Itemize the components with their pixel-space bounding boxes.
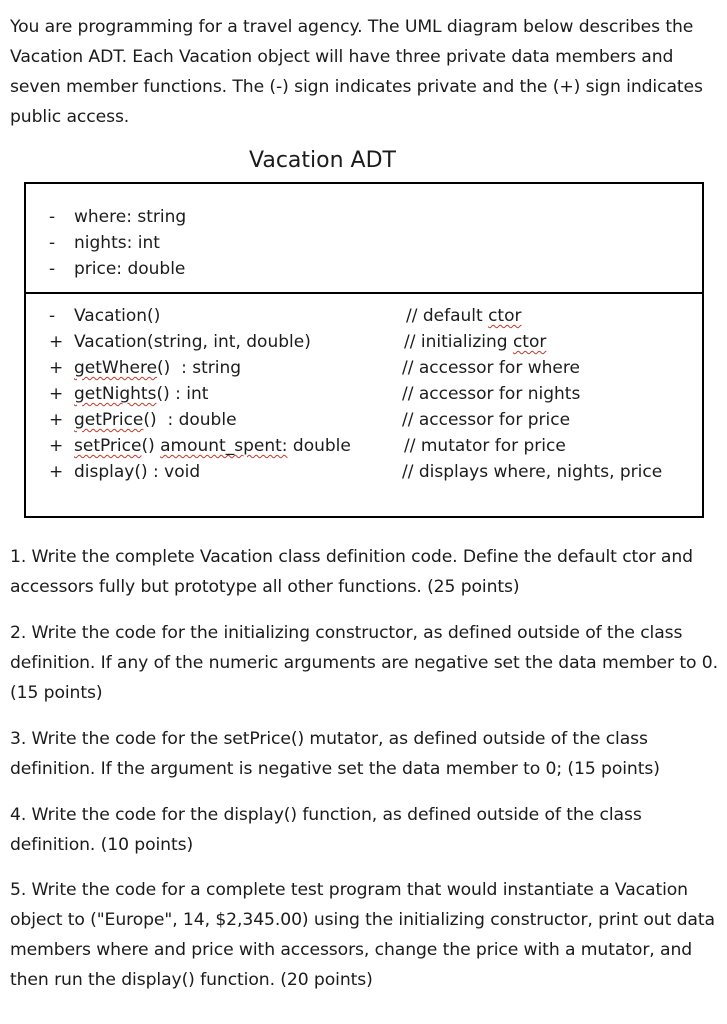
question-3: 3. Write the code for the setPrice() mutator, as defined outside of the class definition. If the argument is negative set the data member to 0; (15 points) (10, 729, 660, 779)
visibility-sign: - (49, 207, 56, 227)
method-comment: // mutator for price (404, 436, 566, 456)
method-comment: // displays where, nights, price (402, 462, 663, 482)
uml-title: Vacation ADT (249, 148, 396, 173)
method-comment: // initializing ctor (404, 332, 547, 352)
question-4: 4. Write the code for the display() function, as defined outside of the class definition. (10 points) (10, 805, 642, 855)
visibility-sign: + (49, 410, 64, 430)
method-text: Vacation() (74, 306, 161, 326)
attributes-section (26, 184, 702, 294)
attribute-text: price: double (74, 259, 186, 279)
uml-class-box (24, 182, 704, 518)
method-text: getNights() : int (74, 384, 209, 404)
method-text: display() : void (74, 462, 201, 482)
method-text: getPrice() : double (74, 410, 237, 430)
visibility-sign: + (49, 436, 64, 456)
method-text: setPrice() amount_spent: double (74, 436, 351, 456)
visibility-sign: - (49, 306, 56, 326)
attribute-text: where: string (74, 207, 187, 227)
method-text: getWhere() : string (74, 358, 242, 378)
method-comment: // accessor for price (402, 410, 571, 430)
method-comment: // accessor for where (402, 358, 580, 378)
visibility-sign: + (49, 332, 64, 352)
visibility-sign: - (49, 233, 56, 253)
question-1: 1. Write the complete Vacation class definition code. Define the default ctor and accessors fully but prototype all other functions. (25 points) (10, 547, 693, 597)
visibility-sign: + (49, 462, 64, 482)
attribute-text: nights: int (74, 233, 160, 253)
question-5: 5. Write the code for a complete test program that would instantiate a Vacation object to ("Europe", 14, $2,345.00) using the initializing constructor, print out data members where and price with accessors, change the price with a mutator, and then run the display() function. (20 points) (10, 880, 715, 990)
visibility-sign: + (49, 384, 64, 404)
intro-paragraph: You are programming for a travel agency. The UML diagram below describes the Vacation ADT. Each Vacation object will have three private data members and seven member functions. The (-) sign indicates private and the (+) sign indicates public access. (10, 17, 703, 127)
visibility-sign: + (49, 358, 64, 378)
method-text: Vacation(string, int, double) (74, 332, 311, 352)
visibility-sign: - (49, 259, 56, 279)
method-comment: // default ctor (406, 306, 522, 326)
question-2: 2. Write the code for the initializing constructor, as defined outside of the class definition. If any of the numeric arguments are negative set the data member to 0. (15 points) (10, 623, 718, 703)
method-comment: // accessor for nights (402, 384, 581, 404)
